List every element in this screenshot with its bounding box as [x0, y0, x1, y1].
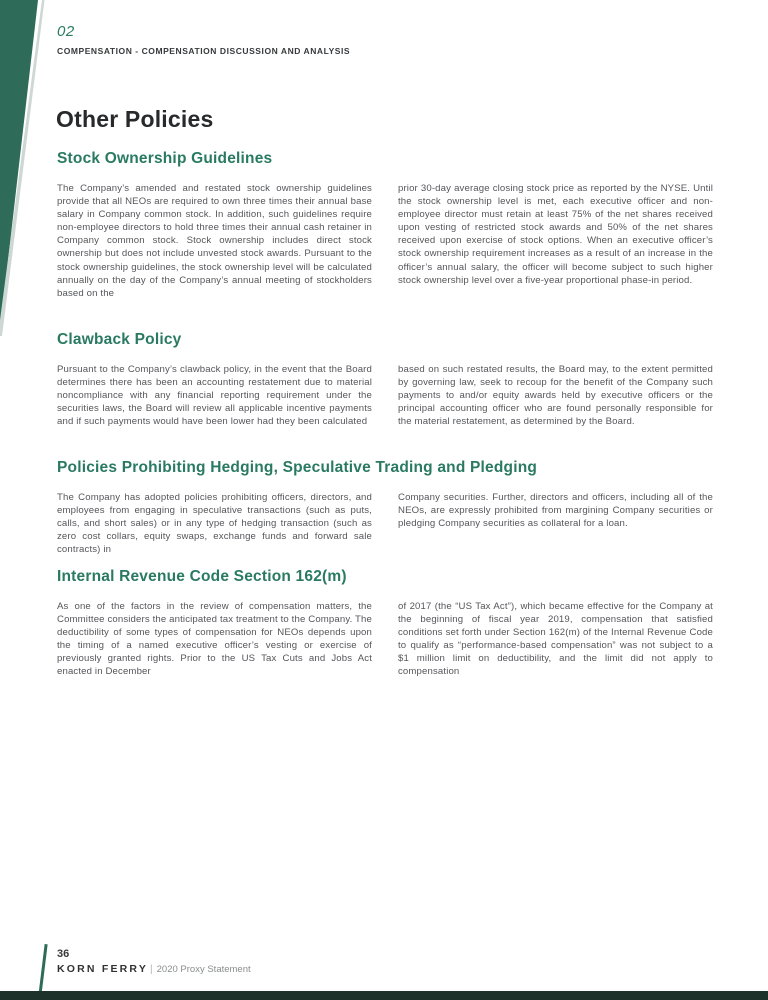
section-number: 02 [57, 23, 75, 40]
heading-clawback-policy: Clawback Policy [57, 331, 182, 348]
brand-logo-text: KORN FERRY [57, 963, 149, 975]
heading-hedging-policies: Policies Prohibiting Hedging, Speculative Trading and Pledging [57, 459, 538, 476]
paragraph-left: Pursuant to the Company’s clawback policy, in the event that the Board determines there has been an accounting restatement due to material noncompliance with any financial reporting requirement under the securities laws, the Board will review all applicable incentive payments and if such payments would have been lower had they been calculated [57, 364, 372, 428]
page-number: 36 [57, 948, 70, 960]
section-irc-columns [57, 600, 713, 679]
section-stock-ownership-columns [57, 182, 713, 300]
section-clawback-columns [57, 363, 713, 428]
heading-irc-162m: Internal Revenue Code Section 162(m) [57, 568, 347, 585]
breadcrumb: COMPENSATION - COMPENSATION DISCUSSION AND ANALYSIS [57, 46, 351, 56]
paragraph-right: based on such restated results, the Board may, to the extent permitted by governing law, seek to recoup for the benefit of the Company such payments to and/or equity awards held by executive officers or the principal accounting officer who are found personally responsible for the material restatement, as determined by the Board. [398, 364, 713, 428]
bottom-band-accent [0, 991, 768, 1000]
paragraph-right: prior 30-day average closing stock price as reported by the NYSE. Until the stock ownership level is met, each executive officer and non-employee director must retain at least 75% of the net shares received upon vesting of restricted stock awards and 50% of the net shares received upon exercise of stock options. When an executive officer’s stock ownership requirement increases as a result of an increase in the officer’s annual salary, the officer will become subject to such higher stock ownership level over a five-year proportional phase-in period. [398, 183, 713, 286]
footer-brand-line [57, 963, 251, 975]
section-hedging-columns [57, 491, 713, 556]
paragraph-left: The Company has adopted policies prohibiting officers, directors, and employees from engaging in speculative transactions (such as puts, calls, and short sales) or in any type of hedging transaction (such as zero cost collars, equity swaps, exchange funds and forward sale contracts) in [57, 492, 372, 556]
paragraph-right: Company securities. Further, directors and officers, including all of the NEOs, are expressly prohibited from margining Company securities or pledging Company securities as collateral for a loan. [398, 492, 713, 530]
footer-subtitle: 2020 Proxy Statement [156, 964, 251, 975]
paragraph-left: As one of the factors in the review of compensation matters, the Committee considers the anticipated tax treatment to the Company. The deductibility of some types of compensation for NEOs depends upon the timing of a named executive officer’s vesting or exercise of previously granted rights. Prior to the US Tax Cuts and Jobs Act enacted in December [57, 601, 372, 678]
heading-stock-ownership-guidelines: Stock Ownership Guidelines [57, 150, 273, 167]
footer-separator: | [150, 964, 153, 975]
paragraph-left: The Company’s amended and restated stock ownership guidelines provide that all NEOs are required to own three times their annual base salary in Company common stock. In addition, such guidelines require non-employee directors to hold three times their annual cash retainer in Company common stock. Stock ownership includes direct stock ownership but does not include unvested stock awards. Pursuant to the stock ownership guidelines, the stock ownership level will be calculated annually on the day of the Company’s annual meeting of stockholders based on the [57, 183, 372, 299]
paragraph-right: of 2017 (the “US Tax Act”), which became effective for the Company at the beginning of fiscal year 2019, compensation that satisfied conditions set forth under Section 162(m) of the Internal Revenue Code to qualify as “performance-based compensation” was not subject to a $1 million limit on deductibility, and the limit did not apply to compensation [398, 601, 713, 678]
page-title: Other Policies [56, 106, 214, 132]
corner-wedge-accent [0, 0, 50, 340]
